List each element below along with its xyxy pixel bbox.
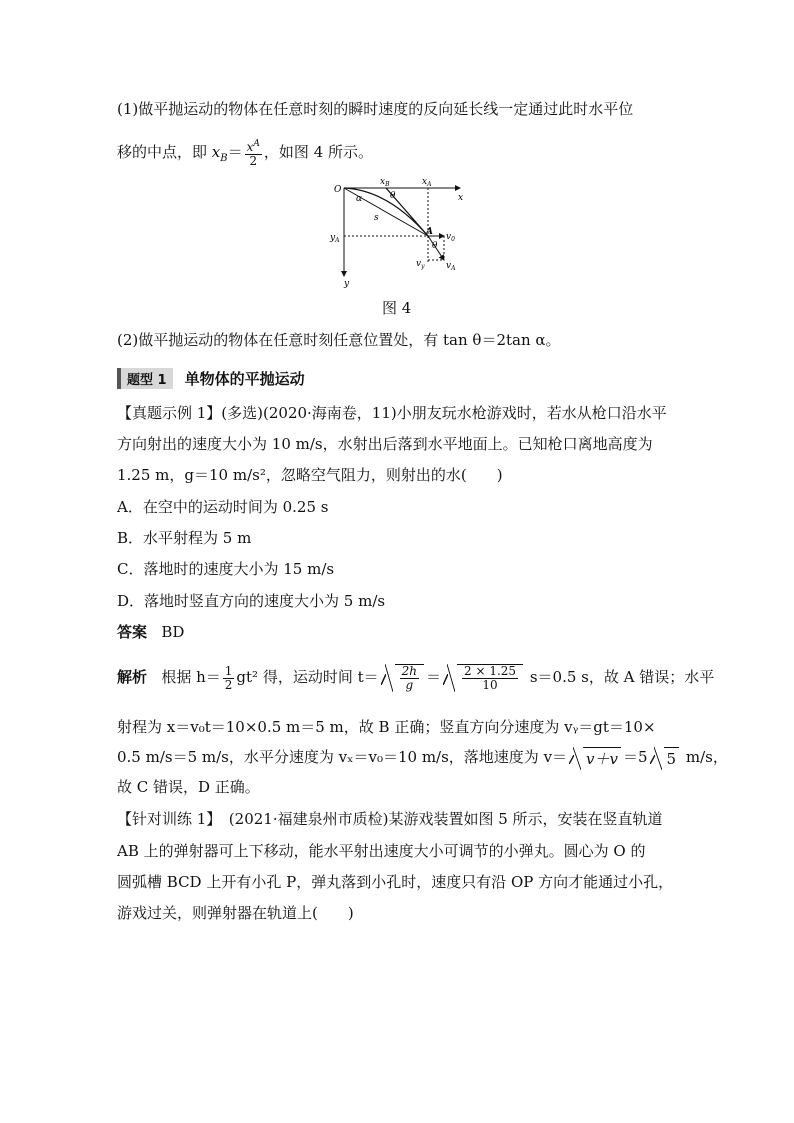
training-line4: 游戏过关，则弹射器在轨道上( ) <box>117 904 354 922</box>
option-c: C．落地时的速度大小为 15 m/s <box>117 560 335 578</box>
sqrt-numeric: $\frac{2 \times 1.25}{10}$ <box>443 664 523 692</box>
note1-text-a: 移的中点，即 <box>117 143 208 161</box>
label-ya: $y_A$ <box>330 233 340 244</box>
solution-line4: 故 C 错误，D 正确。 <box>117 778 260 796</box>
solution-line1: 解析 根据 h＝ $\frac{1}{2}$ gt² 得，运动时间 t＝ $\frac{2h}{g}$ ＝ $\frac{2 \times 1.25}{10}$ s＝0.5 s，故 A 错误；水平 <box>117 663 715 692</box>
answer-label: 答案 <box>117 623 148 641</box>
figure-caption: 图 4 <box>382 299 412 317</box>
answer-line <box>117 621 184 643</box>
equals-sign: ＝ <box>227 143 243 161</box>
training-line3: 圆弧槽 BCD 上开有小孔 P，弹丸落到小孔时，速度只有沿 OP 方向才能通过小孔， <box>117 873 674 891</box>
option-b: B．水平射程为 5 m <box>117 529 252 547</box>
label-s: s <box>374 213 379 223</box>
note1-text-b: ，如图 4 所示。 <box>263 143 374 161</box>
example-line1: 【真题示例 1】(多选)(2020·海南卷，11)小朋友玩水枪游戏时，若水从枪口沿水平 <box>117 404 667 422</box>
answer-value: BD <box>161 623 185 641</box>
label-alpha: α <box>356 194 363 204</box>
label-va: $v_A$ <box>446 261 456 272</box>
label-vy: $v_y$ <box>416 259 425 270</box>
solution-label: 解析 <box>117 668 148 686</box>
label-o: O <box>334 185 342 195</box>
solution-line3: 0.5 m/s＝5 m/s，水平分速度为 vₓ＝v₀＝10 m/s，落地速度为 v＝ v＋v ＝5 5 m/s， <box>117 748 728 768</box>
label-x: x <box>458 193 464 203</box>
label-theta1: θ <box>390 191 396 201</box>
xb-var: $x_B$ <box>211 143 228 164</box>
sqrt-2h-over-g: $\frac{2h}{g}$ <box>381 664 424 692</box>
label-a: A <box>426 227 433 237</box>
solution-line2: 射程为 x＝v₀t＝10×0.5 m＝5 m，故 B 正确；竖直方向分速度为 vᵧ＝gt＝10× <box>117 718 656 736</box>
example-line2: 方向射出的速度大小为 10 m/s，水射出后落到水平地面上。已知枪口离地高度为 <box>117 435 653 453</box>
option-d: D．落地时竖直方向的速度大小为 5 m/s <box>117 592 386 610</box>
note1-line1: (1)做平抛运动的物体在任意时刻的瞬时速度的反向延长线一定通过此时水平位 <box>117 100 634 118</box>
training-line1: 【针对训练 1】 (2021·福建泉州市质检)某游戏装置如图 5 所示，安装在竖直轨道 <box>117 810 663 828</box>
option-a: A．在空中的运动时间为 0.25 s <box>117 498 329 516</box>
label-xb: $x_B$ <box>380 177 390 188</box>
example-line3: 1.25 m，g＝10 m/s²，忽略空气阻力，则射出的水( ) <box>117 466 503 484</box>
sqrt-5: 5 <box>650 747 680 770</box>
training-line2: AB 上的弹射器可上下移动，能水平射出速度大小可调节的小弹丸。圆心为 O 的 <box>117 842 646 860</box>
label-theta2: θ <box>432 241 438 251</box>
half-fraction: $\frac{1}{2}$ <box>224 663 233 692</box>
note1-line2 <box>117 138 373 170</box>
xa-over-2-fraction: $\frac{x^A}{2}$ <box>246 139 260 168</box>
label-v0: $v_0$ <box>446 232 455 243</box>
section-header <box>117 368 305 389</box>
projectile-diagram <box>318 176 468 291</box>
note2-line: (2)做平抛运动的物体在任意时刻任意位置处，有 tan θ＝2tan α。 <box>117 331 561 349</box>
sqrt-v-sum: v＋v <box>569 747 621 770</box>
section-tag: 题型 1 <box>117 368 173 389</box>
label-xa: $x_A$ <box>422 177 432 188</box>
section-title: 单物体的平抛运动 <box>184 370 305 388</box>
label-y: y <box>344 279 350 289</box>
